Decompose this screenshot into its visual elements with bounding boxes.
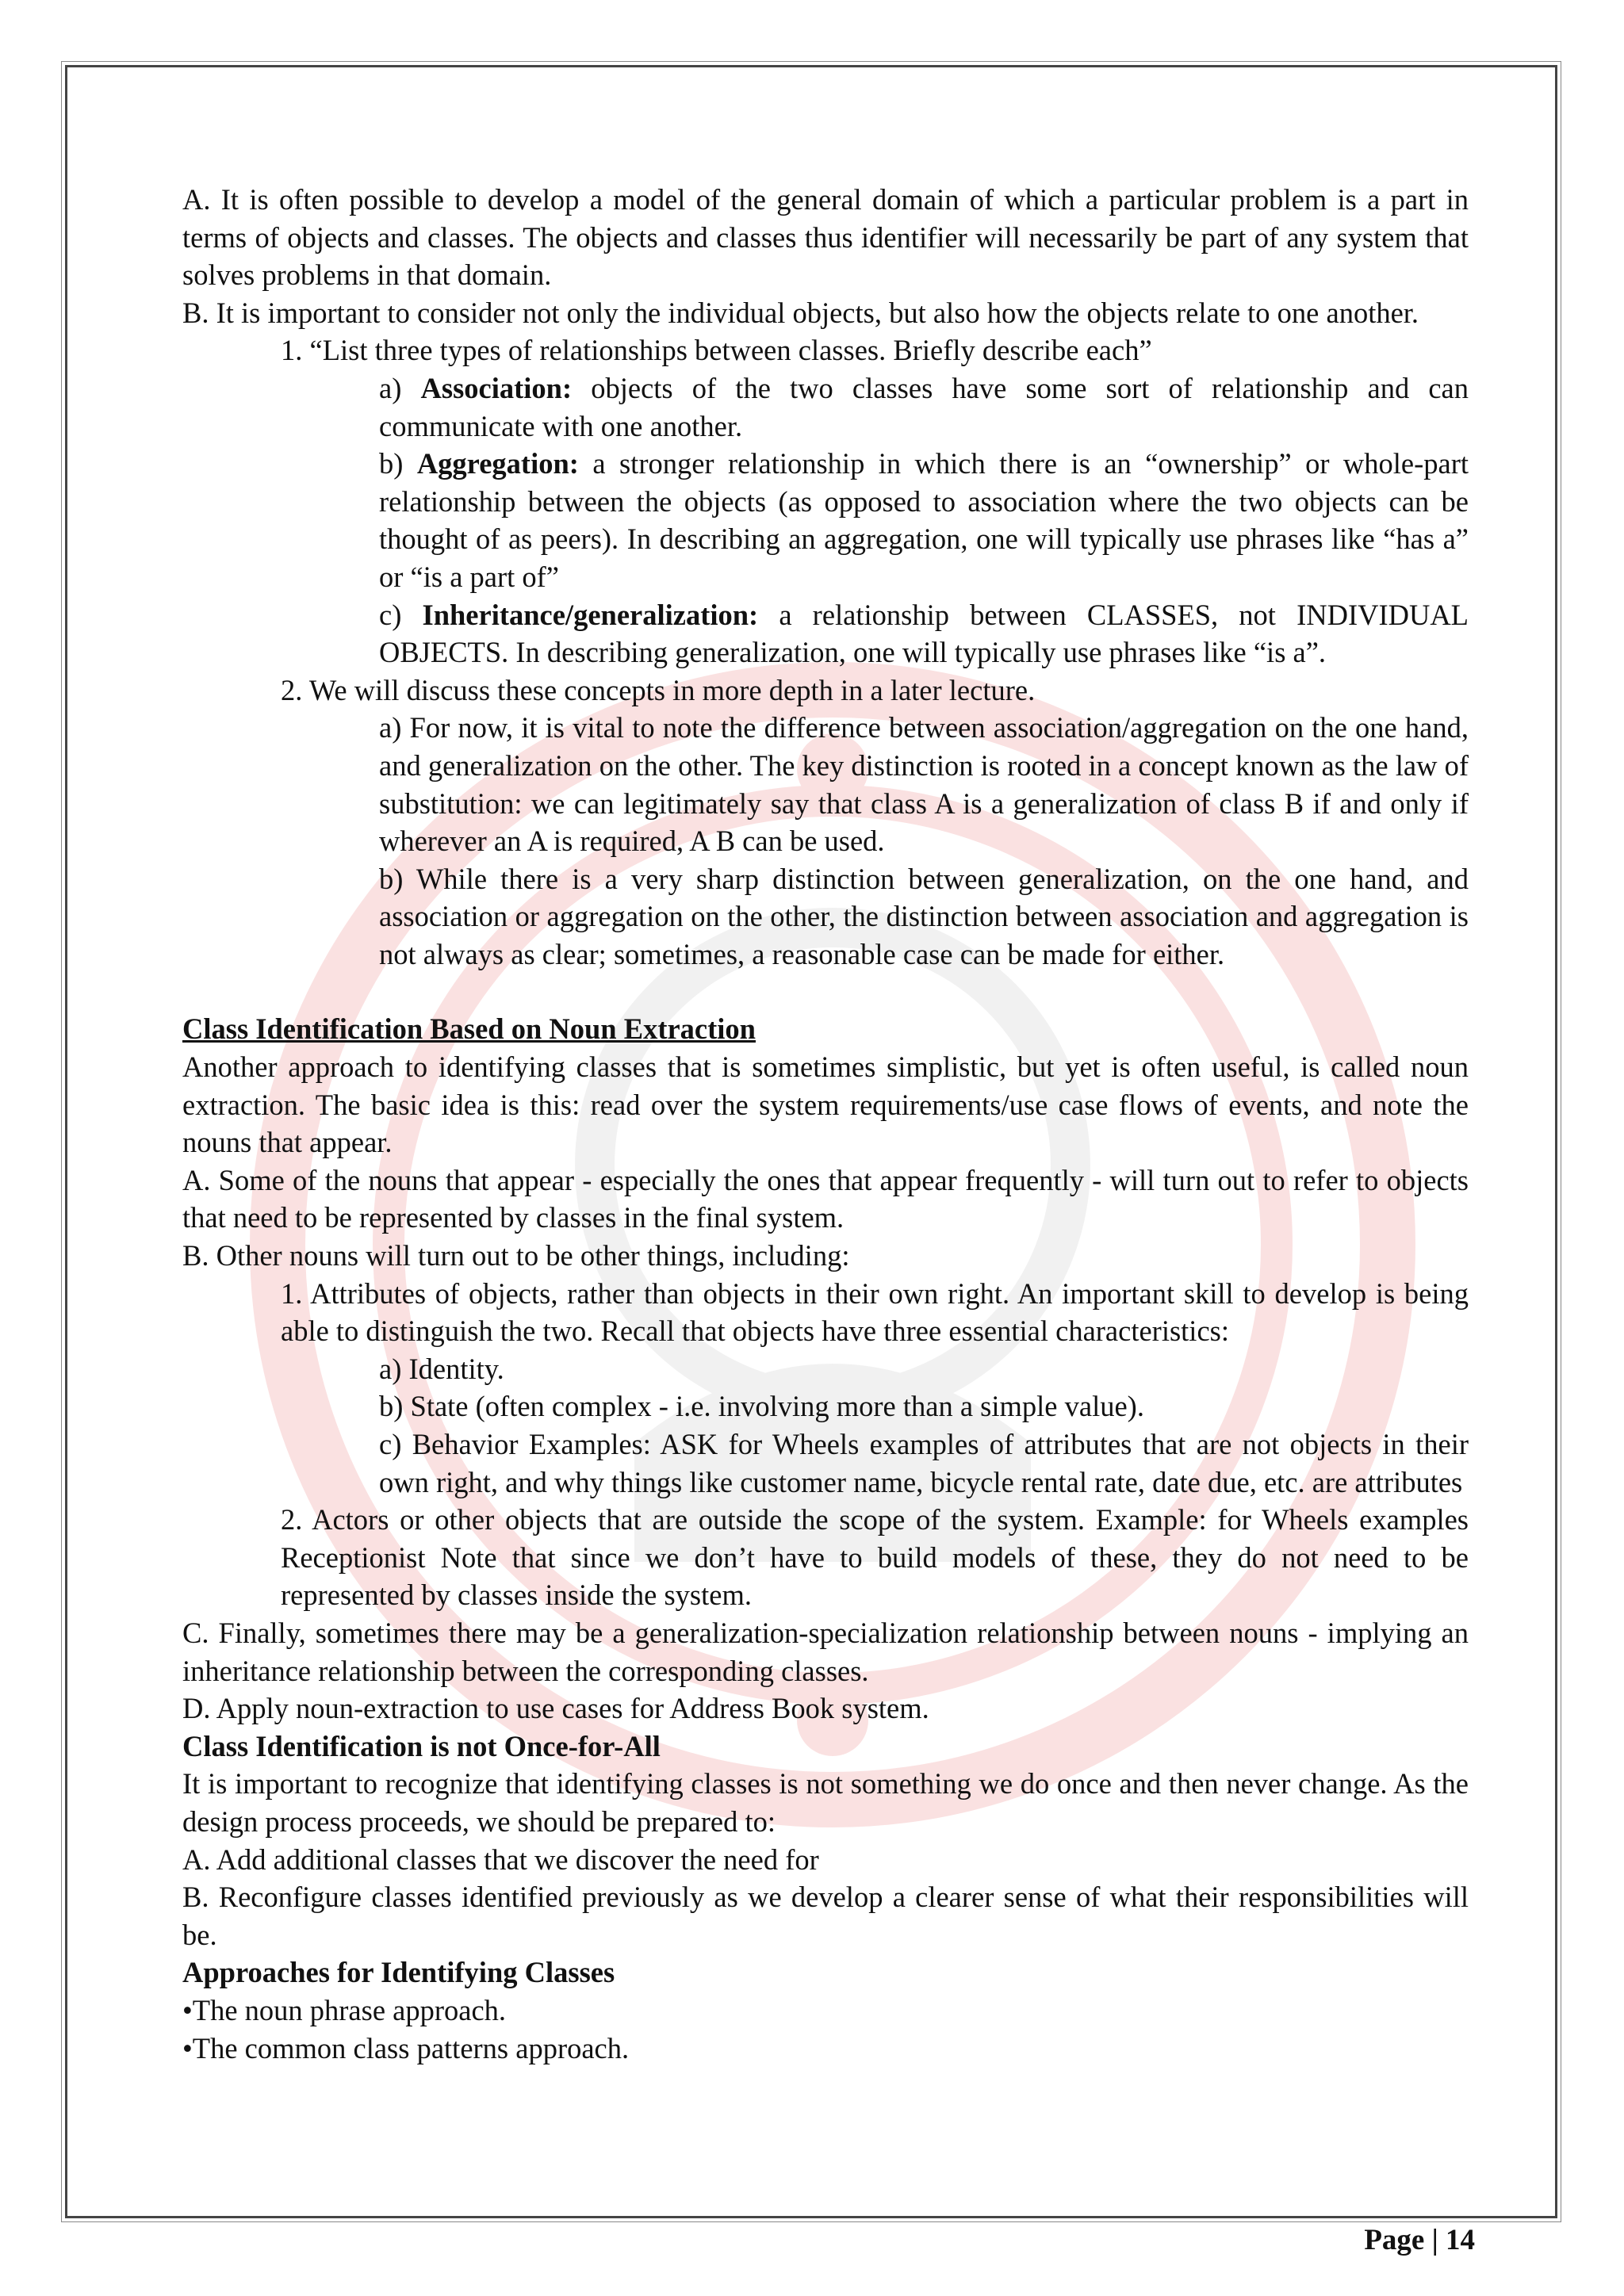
list-item-aggregation: b) Aggregation: a stronger relationship in which there is an “ownership” or whole-part relationship between the objects (as opposed to association where the two objects can be thought of as peers). In describing an aggregation, one will typically use phrases like “has a” or “is a part of” [379,447,1469,593]
section-heading: Approaches for Identifying Classes [182,1956,615,1989]
paragraph: B. It is important to consider not only the individual objects, but also how the objects relate to one another. [182,296,1419,329]
list-item-inheritance: c) Inheritance/generalization: a relationship between CLASSES, not INDIVIDUAL OBJECTS. In describing generalization, one will typically use phrases like “is a”. [379,598,1469,669]
paragraph: It is important to recognize that identifying classes is not something we do once and then never change. As the design process proceeds, we should be prepared to: [182,1767,1469,1838]
list-item: 1. “List three types of relationships between classes. Briefly describe each” [281,334,1152,367]
page-number: Page | 14 [1364,2224,1475,2256]
paragraph: A. Add additional classes that we discover the need for [182,1843,819,1876]
paragraph: B. Reconfigure classes identified previously as we develop a clearer sense of what their responsibilities will be. [182,1881,1469,1951]
paragraph: D. Apply noun-extraction to use cases for Address Book system. [182,1692,929,1725]
bullet-item: •The noun phrase approach. [182,1993,507,2026]
list-item: c) Behavior Examples: ASK for Wheels examples of attributes that are not objects in their own right, and why things like customer name, bicycle rental rate, date due, etc. are attributes [379,1428,1469,1498]
bullet-item: •The common class patterns approach. [182,2031,630,2064]
list-item: 1. Attributes of objects, rather than objects in their own right. An important skill to develop is being able to distinguish the two. Recall that objects have three essential characteristics: [281,1276,1469,1348]
list-item: a) For now, it is vital to note the difference between association/aggregation on the one hand, and generalization on the other. The key distinction is rooted in a concept known as the law of substitution: we can legitimately say that class A is a generalization of class B if and only if wherever an A is required, A B can be used. [379,711,1469,858]
paragraph: A. Some of the nouns that appear - especially the ones that appear frequently - will turn out to refer to objects that need to be represented by classes in the final system. [182,1163,1469,1234]
paragraph: Another approach to identifying classes that is sometimes simplistic, but yet is often useful, is called noun extraction. The basic idea is this: read over the system requirements/use case flows of events, and note the nouns that appear. [182,1050,1469,1159]
list-item: a) Identity. [379,1352,504,1385]
paragraph: C. Finally, sometimes there may be a generalization-specialization relationship between nouns - implying an inheritance relationship between the corresponding classes. [182,1616,1469,1687]
section-heading: Class Identification Based on Noun Extraction [182,1012,756,1046]
document-body [182,181,1469,2067]
list-item: b) State (often complex - i.e. involving more than a simple value). [379,1390,1144,1423]
list-item-association: a) Association: objects of the two classes have some sort of relationship and can communicate with one another. [379,371,1469,442]
list-item: 2. Actors or other objects that are outside the scope of the system. Example: for Wheels examples Receptionist Note that since we don’t have to build models of these, they do not need to be represented by classes inside the system. [281,1503,1469,1612]
list-item: 2. We will discuss these concepts in more depth in a later lecture. [281,673,1036,706]
paragraph: B. Other nouns will turn out to be other things, including: [182,1239,850,1272]
paragraph: A. It is often possible to develop a model of the general domain of which a particular problem is a part in terms of objects and classes. The objects and classes thus identifier will necessarily be part of any system that solves problems in that domain. [182,183,1469,292]
section-heading: Class Identification is not Once-for-All [182,1729,661,1762]
list-item: b) While there is a very sharp distinction between generalization, on the one hand, and association or aggregation on the other, the distinction between association and aggregation is not always as clear; sometimes, a reasonable case can be made for either. [379,862,1469,970]
